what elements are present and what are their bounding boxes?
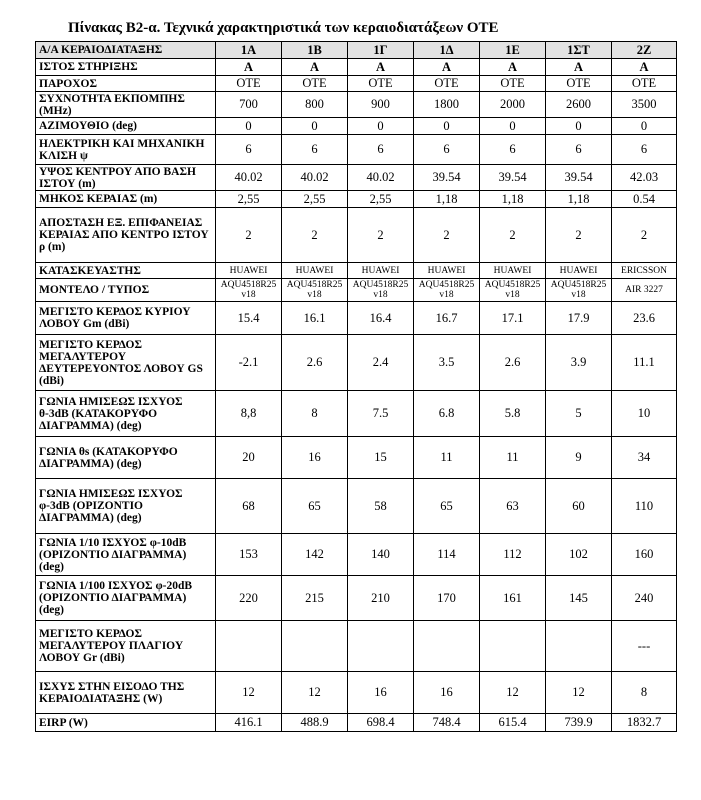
- cell-freq-1ΣΤ: 2600: [546, 92, 612, 118]
- cell-tenth_power-1Β: 142: [282, 534, 348, 576]
- cell-hundredth_power-1Ε: 161: [480, 576, 546, 621]
- row-label: ΓΩΝΙΑ 1/10 ΙΣΧΥΟΣ φ-10dB (ΟΡΙΖΟΝΤΙΟ ΔΙΑΓΡΑΜΜΑ) (deg): [36, 534, 216, 576]
- cell-halfpower_h-1Α: 68: [216, 479, 282, 534]
- cell-model-2Ζ: AIR 3227: [612, 279, 677, 302]
- cell-halfpower_h-1Β: 65: [282, 479, 348, 534]
- cell-tenth_power-1Ε: 112: [480, 534, 546, 576]
- cell-gain_side-1ΣΤ: [546, 621, 612, 672]
- cell-halfpower_v-1ΣΤ: 5: [546, 391, 612, 437]
- cell-theta_s-1Ε: 11: [480, 437, 546, 479]
- cell-freq-2Ζ: 3500: [612, 92, 677, 118]
- cell-gain_side-1Α: [216, 621, 282, 672]
- row-label: ΑΠΟΣΤΑΣΗ ΕΞ. ΕΠΙΦΑΝΕΙΑΣ ΚΕΡΑΙΑΣ ΑΠΟ ΚΕΝΤΡΟ ΙΣΤΟΥ ρ (m): [36, 208, 216, 263]
- table-row-gain_secondary: [36, 335, 677, 391]
- cell-model-1Β: AQU4518R25 v18: [282, 279, 348, 302]
- row-label: ΓΩΝΙΑ θs (ΚΑΤΑΚΟΡΥΦΟ ΔΙΑΓΡΑΜΜΑ) (deg): [36, 437, 216, 479]
- table-row-ad: [36, 42, 677, 59]
- row-label: EIRP (W): [36, 714, 216, 732]
- row-label: ΠΑΡΟΧΟΣ: [36, 76, 216, 92]
- cell-gain_secondary-1ΣΤ: 3.9: [546, 335, 612, 391]
- cell-model-1Α: AQU4518R25 v18: [216, 279, 282, 302]
- cell-halfpower_h-1ΣΤ: 60: [546, 479, 612, 534]
- cell-tenth_power-1Δ: 114: [414, 534, 480, 576]
- cell-freq-1Ε: 2000: [480, 92, 546, 118]
- table-row-eirp: [36, 714, 677, 732]
- cell-tenth_power-1Γ: 140: [348, 534, 414, 576]
- cell-length-1Β: 2,55: [282, 191, 348, 208]
- cell-halfpower_v-1Α: 8,8: [216, 391, 282, 437]
- cell-azimuth-1Α: 0: [216, 118, 282, 135]
- cell-gain_main-1Α: 15.4: [216, 302, 282, 335]
- cell-distance-1ΣΤ: 2: [546, 208, 612, 263]
- cell-eirp-1ΣΤ: 739.9: [546, 714, 612, 732]
- cell-eirp-1Δ: 748.4: [414, 714, 480, 732]
- cell-theta_s-1ΣΤ: 9: [546, 437, 612, 479]
- cell-mast-1Β: Α: [282, 59, 348, 76]
- cell-mast-1Α: Α: [216, 59, 282, 76]
- cell-hundredth_power-2Ζ: 240: [612, 576, 677, 621]
- cell-gain_main-1Ε: 17.1: [480, 302, 546, 335]
- cell-tilt-1Γ: 6: [348, 135, 414, 165]
- cell-hundredth_power-1Β: 215: [282, 576, 348, 621]
- row-label: Α/Α ΚΕΡΑΙΟΔΙΑΤΑΞΗΣ: [36, 42, 216, 59]
- row-label: ΙΣΧΥΣ ΣΤΗΝ ΕΙΣΟΔΟ ΤΗΣ ΚΕΡΑΙΟΔΙΑΤΑΞΗΣ (W): [36, 672, 216, 714]
- cell-ad-1Α: 1Α: [216, 42, 282, 59]
- cell-halfpower_v-1Β: 8: [282, 391, 348, 437]
- table-row-manufacturer: [36, 263, 677, 279]
- table-row-halfpower_v: [36, 391, 677, 437]
- cell-halfpower_h-1Γ: 58: [348, 479, 414, 534]
- cell-theta_s-1Γ: 15: [348, 437, 414, 479]
- cell-gain_side-2Ζ: ---: [612, 621, 677, 672]
- cell-theta_s-2Ζ: 34: [612, 437, 677, 479]
- row-label: ΙΣΤΟΣ ΣΤΗΡΙΞΗΣ: [36, 59, 216, 76]
- cell-mast-1Δ: Α: [414, 59, 480, 76]
- table-caption: Πίνακας Β2-α. Τεχνικά χαρακτηριστικά των κεραιοδιατάξεων ΟΤΕ: [68, 20, 499, 36]
- cell-distance-1Α: 2: [216, 208, 282, 263]
- cell-theta_s-1Β: 16: [282, 437, 348, 479]
- cell-input_power-1Α: 12: [216, 672, 282, 714]
- row-label: ΜΕΓΙΣΤΟ ΚΕΡΔΟΣ ΜΕΓΑΛΥΤΕΡΟΥ ΔΕΥΤΕΡΕΥΟΝΤΟΣ ΛΟΒΟΥ GS (dBi): [36, 335, 216, 391]
- cell-provider-1Δ: ΟΤΕ: [414, 76, 480, 92]
- row-label: ΚΑΤΑΣΚΕΥΑΣΤΗΣ: [36, 263, 216, 279]
- cell-tilt-1Ε: 6: [480, 135, 546, 165]
- cell-length-1Α: 2,55: [216, 191, 282, 208]
- cell-tilt-1Β: 6: [282, 135, 348, 165]
- cell-ad-1ΣΤ: 1ΣΤ: [546, 42, 612, 59]
- table-body: [36, 42, 677, 732]
- cell-distance-1Ε: 2: [480, 208, 546, 263]
- cell-mast-1ΣΤ: Α: [546, 59, 612, 76]
- cell-height-1Α: 40.02: [216, 165, 282, 191]
- cell-length-1Γ: 2,55: [348, 191, 414, 208]
- row-label: ΓΩΝΙΑ 1/100 ΙΣΧΥΟΣ φ-20dB (ΟΡΙΖΟΝΤΙΟ ΔΙΑΓΡΑΜΜΑ) (deg): [36, 576, 216, 621]
- table-row-mast: [36, 59, 677, 76]
- cell-mast-2Ζ: Α: [612, 59, 677, 76]
- cell-height-1Β: 40.02: [282, 165, 348, 191]
- cell-hundredth_power-1ΣΤ: 145: [546, 576, 612, 621]
- row-label: ΜΕΓΙΣΤΟ ΚΕΡΔΟΣ ΚΥΡΙΟΥ ΛΟΒΟΥ Gm (dBi): [36, 302, 216, 335]
- cell-tilt-1Δ: 6: [414, 135, 480, 165]
- cell-gain_side-1Β: [282, 621, 348, 672]
- cell-hundredth_power-1Α: 220: [216, 576, 282, 621]
- table-row-input_power: [36, 672, 677, 714]
- cell-distance-1Δ: 2: [414, 208, 480, 263]
- cell-halfpower_h-1Δ: 65: [414, 479, 480, 534]
- cell-ad-1Γ: 1Γ: [348, 42, 414, 59]
- cell-theta_s-1Δ: 11: [414, 437, 480, 479]
- cell-gain_side-1Ε: [480, 621, 546, 672]
- cell-manufacturer-1Δ: HUAWEI: [414, 263, 480, 279]
- cell-length-1Δ: 1,18: [414, 191, 480, 208]
- cell-height-1ΣΤ: 39.54: [546, 165, 612, 191]
- cell-provider-1Γ: ΟΤΕ: [348, 76, 414, 92]
- cell-halfpower_v-1Δ: 6.8: [414, 391, 480, 437]
- cell-gain_main-2Ζ: 23.6: [612, 302, 677, 335]
- cell-provider-1Ε: ΟΤΕ: [480, 76, 546, 92]
- table-row-freq: [36, 92, 677, 118]
- table-row-provider: [36, 76, 677, 92]
- cell-distance-1Γ: 2: [348, 208, 414, 263]
- row-label: ΓΩΝΙΑ ΗΜΙΣΕΩΣ ΙΣΧΥΟΣ φ-3dB (ΟΡΙΖΟΝΤΙΟ ΔΙΑΓΡΑΜΜΑ) (deg): [36, 479, 216, 534]
- cell-eirp-2Ζ: 1832.7: [612, 714, 677, 732]
- cell-ad-1Β: 1Β: [282, 42, 348, 59]
- cell-gain_secondary-2Ζ: 11.1: [612, 335, 677, 391]
- cell-halfpower_v-1Γ: 7.5: [348, 391, 414, 437]
- row-label: ΥΨΟΣ ΚΕΝΤΡΟΥ ΑΠΟ ΒΑΣΗ ΙΣΤΟΥ (m): [36, 165, 216, 191]
- cell-gain_main-1Β: 16.1: [282, 302, 348, 335]
- cell-halfpower_v-1Ε: 5.8: [480, 391, 546, 437]
- cell-freq-1Α: 700: [216, 92, 282, 118]
- cell-provider-1ΣΤ: ΟΤΕ: [546, 76, 612, 92]
- row-label: ΜΗΚΟΣ ΚΕΡΑΙΑΣ (m): [36, 191, 216, 208]
- cell-halfpower_h-1Ε: 63: [480, 479, 546, 534]
- cell-azimuth-1Δ: 0: [414, 118, 480, 135]
- cell-gain_secondary-1Ε: 2.6: [480, 335, 546, 391]
- cell-tenth_power-2Ζ: 160: [612, 534, 677, 576]
- row-label: ΣΥΧΝΟΤΗΤΑ ΕΚΠΟΜΠΗΣ (MHz): [36, 92, 216, 118]
- cell-gain_side-1Γ: [348, 621, 414, 672]
- cell-model-1Ε: AQU4518R25 v18: [480, 279, 546, 302]
- antenna-spec-table: [35, 41, 677, 732]
- cell-hundredth_power-1Δ: 170: [414, 576, 480, 621]
- cell-height-1Γ: 40.02: [348, 165, 414, 191]
- row-label: ΗΛΕΚΤΡΙΚΗ ΚΑΙ ΜΗΧΑΝΙΚΗ ΚΛΙΣΗ ψ: [36, 135, 216, 165]
- cell-provider-1Β: ΟΤΕ: [282, 76, 348, 92]
- cell-azimuth-2Ζ: 0: [612, 118, 677, 135]
- cell-tilt-1Α: 6: [216, 135, 282, 165]
- row-label: ΓΩΝΙΑ ΗΜΙΣΕΩΣ ΙΣΧΥΟΣ θ-3dB (ΚΑΤΑΚΟΡΥΦΟ ΔΙΑΓΡΑΜΜΑ) (deg): [36, 391, 216, 437]
- cell-gain_main-1ΣΤ: 17.9: [546, 302, 612, 335]
- cell-manufacturer-1Α: HUAWEI: [216, 263, 282, 279]
- cell-eirp-1Β: 488.9: [282, 714, 348, 732]
- cell-gain_secondary-1Γ: 2.4: [348, 335, 414, 391]
- cell-freq-1Δ: 1800: [414, 92, 480, 118]
- cell-azimuth-1Γ: 0: [348, 118, 414, 135]
- cell-ad-1Δ: 1Δ: [414, 42, 480, 59]
- cell-halfpower_h-2Ζ: 110: [612, 479, 677, 534]
- cell-model-1ΣΤ: AQU4518R25 v18: [546, 279, 612, 302]
- cell-manufacturer-1Γ: HUAWEI: [348, 263, 414, 279]
- cell-input_power-1ΣΤ: 12: [546, 672, 612, 714]
- cell-eirp-1Α: 416.1: [216, 714, 282, 732]
- table-row-height: [36, 165, 677, 191]
- cell-eirp-1Γ: 698.4: [348, 714, 414, 732]
- cell-gain_secondary-1Δ: 3.5: [414, 335, 480, 391]
- cell-input_power-2Ζ: 8: [612, 672, 677, 714]
- cell-height-1Ε: 39.54: [480, 165, 546, 191]
- cell-tilt-2Ζ: 6: [612, 135, 677, 165]
- cell-input_power-1Ε: 12: [480, 672, 546, 714]
- table-row-tenth_power: [36, 534, 677, 576]
- cell-theta_s-1Α: 20: [216, 437, 282, 479]
- row-label: ΜΟΝΤΕΛΟ / ΤΥΠΟΣ: [36, 279, 216, 302]
- table-row-theta_s: [36, 437, 677, 479]
- cell-ad-1Ε: 1Ε: [480, 42, 546, 59]
- cell-hundredth_power-1Γ: 210: [348, 576, 414, 621]
- table-row-azimuth: [36, 118, 677, 135]
- cell-model-1Γ: AQU4518R25 v18: [348, 279, 414, 302]
- cell-input_power-1Δ: 16: [414, 672, 480, 714]
- cell-distance-2Ζ: 2: [612, 208, 677, 263]
- row-label: ΜΕΓΙΣΤΟ ΚΕΡΔΟΣ ΜΕΓΑΛΥΤΕΡΟΥ ΠΛΑΓΙΟΥ ΛΟΒΟΥ Gr (dBi): [36, 621, 216, 672]
- cell-length-1ΣΤ: 1,18: [546, 191, 612, 208]
- cell-provider-1Α: ΟΤΕ: [216, 76, 282, 92]
- cell-tilt-1ΣΤ: 6: [546, 135, 612, 165]
- cell-halfpower_v-2Ζ: 10: [612, 391, 677, 437]
- cell-height-2Ζ: 42.03: [612, 165, 677, 191]
- cell-tenth_power-1ΣΤ: 102: [546, 534, 612, 576]
- cell-input_power-1Γ: 16: [348, 672, 414, 714]
- table-row-gain_main: [36, 302, 677, 335]
- row-label: ΑΖΙΜΟΥΘΙΟ (deg): [36, 118, 216, 135]
- cell-model-1Δ: AQU4518R25 v18: [414, 279, 480, 302]
- cell-provider-2Ζ: ΟΤΕ: [612, 76, 677, 92]
- table-row-tilt: [36, 135, 677, 165]
- cell-length-1Ε: 1,18: [480, 191, 546, 208]
- cell-gain_main-1Δ: 16.7: [414, 302, 480, 335]
- cell-manufacturer-1ΣΤ: HUAWEI: [546, 263, 612, 279]
- cell-input_power-1Β: 12: [282, 672, 348, 714]
- cell-gain_secondary-1Α: -2.1: [216, 335, 282, 391]
- cell-ad-2Ζ: 2Ζ: [612, 42, 677, 59]
- cell-height-1Δ: 39.54: [414, 165, 480, 191]
- cell-gain_main-1Γ: 16.4: [348, 302, 414, 335]
- table-row-length: [36, 191, 677, 208]
- cell-length-2Ζ: 0.54: [612, 191, 677, 208]
- table-row-model: [36, 279, 677, 302]
- cell-mast-1Ε: Α: [480, 59, 546, 76]
- cell-distance-1Β: 2: [282, 208, 348, 263]
- cell-azimuth-1Β: 0: [282, 118, 348, 135]
- table-row-hundredth_power: [36, 576, 677, 621]
- cell-azimuth-1ΣΤ: 0: [546, 118, 612, 135]
- cell-tenth_power-1Α: 153: [216, 534, 282, 576]
- cell-manufacturer-2Ζ: ERICSSON: [612, 263, 677, 279]
- cell-gain_secondary-1Β: 2.6: [282, 335, 348, 391]
- table-row-halfpower_h: [36, 479, 677, 534]
- cell-manufacturer-1Β: HUAWEI: [282, 263, 348, 279]
- cell-freq-1Γ: 900: [348, 92, 414, 118]
- cell-azimuth-1Ε: 0: [480, 118, 546, 135]
- cell-mast-1Γ: Α: [348, 59, 414, 76]
- cell-eirp-1Ε: 615.4: [480, 714, 546, 732]
- cell-freq-1Β: 800: [282, 92, 348, 118]
- cell-manufacturer-1Ε: HUAWEI: [480, 263, 546, 279]
- table-row-distance: [36, 208, 677, 263]
- cell-gain_side-1Δ: [414, 621, 480, 672]
- table-row-gain_side: [36, 621, 677, 672]
